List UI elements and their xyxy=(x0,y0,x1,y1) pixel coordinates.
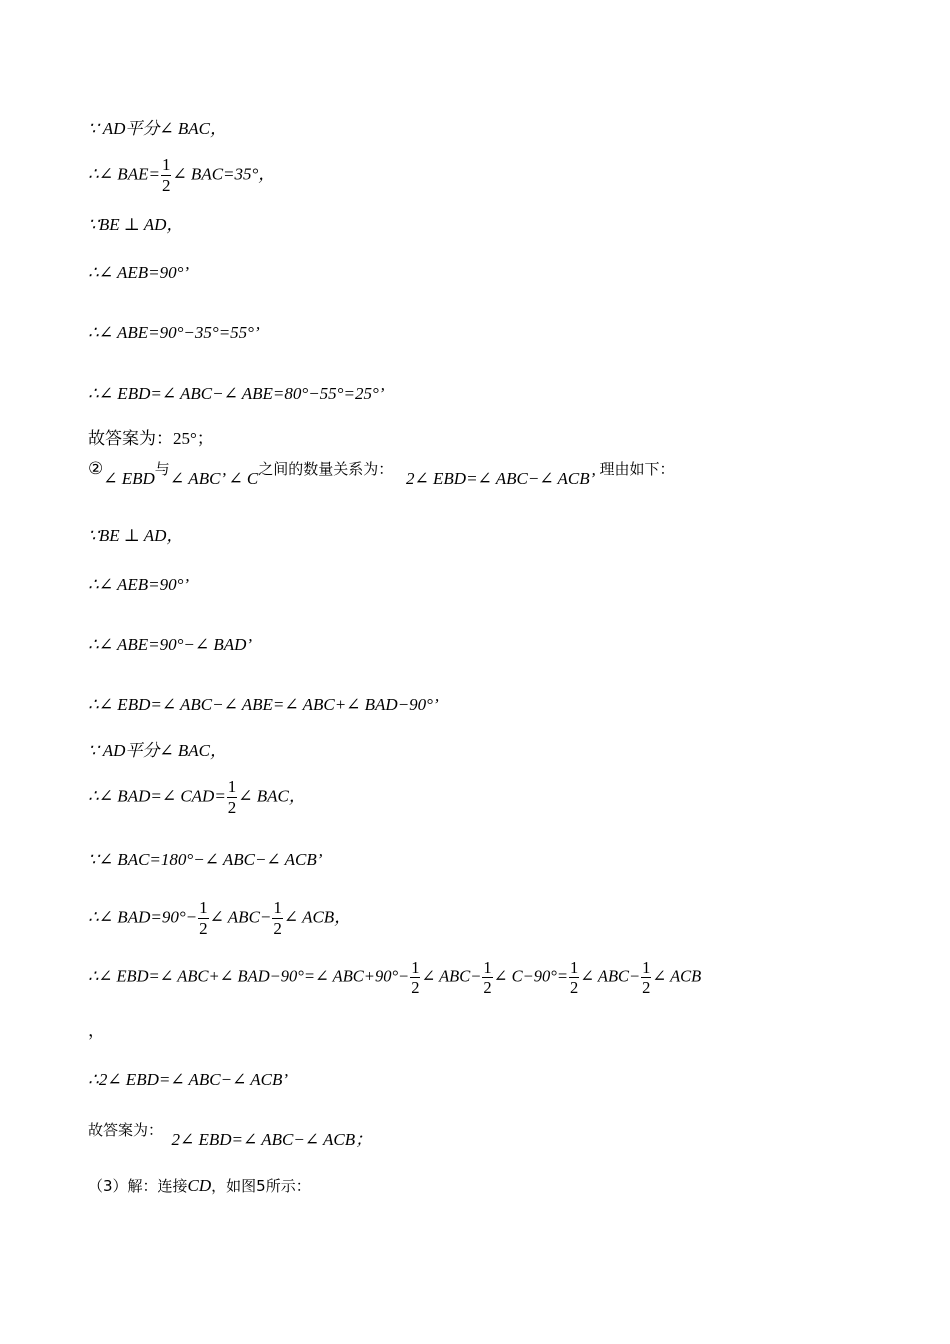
line-19: ∴2∠ EBD=∠ ABC−∠ ACB’ xyxy=(88,1070,289,1089)
line-12: ∴∠ EBD=∠ ABC−∠ ABE=∠ ABC+∠ BAD−90°’ xyxy=(88,695,439,714)
line-5: ∴∠ ABE=90°−35°=55°’ xyxy=(88,323,260,342)
line-17 xyxy=(88,959,701,997)
line-2-pre: ∴∠ BAE= xyxy=(88,164,160,184)
line-16-c: ∠ ACB， xyxy=(283,907,352,927)
fraction-denominator: 2 xyxy=(227,797,237,817)
line-14-pre: ∴∠ BAD=∠ CAD= xyxy=(88,786,226,806)
line-4: ∴∠ AEB=90°’ xyxy=(88,263,190,282)
fraction-numerator: 1 xyxy=(161,155,171,174)
line-18: ， xyxy=(88,1021,105,1040)
line-16-b: ∠ ABC− xyxy=(209,907,272,927)
fraction-numerator: 1 xyxy=(199,898,208,917)
fraction xyxy=(641,959,651,997)
fraction xyxy=(227,778,238,817)
fraction-denominator: 2 xyxy=(161,175,171,195)
line-21-cd: CD xyxy=(187,1176,212,1195)
fraction-numerator: 1 xyxy=(227,777,237,796)
line-13: ∵ AD平分∠ BAC， xyxy=(88,741,228,760)
line-15: ∵∠ BAC=180°−∠ ABC−∠ ACB’ xyxy=(88,850,323,869)
line-17-b: ∠ ABC− xyxy=(421,966,482,986)
line-20-label: 故答案为： xyxy=(88,1121,164,1139)
fraction-denominator: 2 xyxy=(483,978,492,998)
fraction xyxy=(161,156,172,195)
line-8-relation-text: 之间的数量关系为： xyxy=(258,460,394,478)
line-16-a: ∴∠ BAD=90°− xyxy=(88,907,198,927)
line-21 xyxy=(88,1177,311,1194)
line-14-post: ∠ BAC， xyxy=(238,786,306,806)
line-6: ∴∠ EBD=∠ ABC−∠ ABE=80°−55°=25°’ xyxy=(88,384,385,403)
fraction xyxy=(410,959,420,997)
circled-two: ② xyxy=(88,459,104,478)
fraction xyxy=(272,899,283,938)
line-8-angle-ebd: ∠ EBD xyxy=(103,469,155,488)
fraction-numerator: 1 xyxy=(569,958,579,977)
fraction-denominator: 2 xyxy=(199,918,208,938)
line-8-reason: 理由如下： xyxy=(599,460,675,478)
fraction-denominator: 2 xyxy=(569,978,579,998)
line-1: ∵ AD平分∠ BAC， xyxy=(88,119,228,138)
line-9: ∵BE ⊥ AD， xyxy=(88,526,184,545)
line-3: ∵BE ⊥ AD， xyxy=(88,215,184,234)
line-17-e: ∠ ACB xyxy=(652,966,702,986)
line-2 xyxy=(88,156,275,195)
fraction-numerator: 1 xyxy=(411,958,420,977)
line-11: ∴∠ ABE=90°−∠ BAD’ xyxy=(88,635,253,654)
fraction xyxy=(482,959,492,997)
line-20 xyxy=(88,1121,373,1149)
line-21-a: （3）解：连接 xyxy=(88,1177,188,1195)
line-20-formula: 2∠ EBD=∠ ABC−∠ ACB； xyxy=(171,1130,373,1149)
line-2-post: ∠ BAC=35°， xyxy=(172,164,276,184)
fraction xyxy=(198,899,209,938)
fraction-numerator: 1 xyxy=(642,958,651,977)
line-8 xyxy=(88,459,675,488)
line-8-formula: 2∠ EBD=∠ ABC−∠ ACB’ xyxy=(406,469,596,488)
fraction-denominator: 2 xyxy=(411,978,420,998)
fraction-numerator: 1 xyxy=(483,958,492,977)
line-8-with: 与 xyxy=(154,460,170,478)
line-17-d: ∠ ABC− xyxy=(580,966,641,986)
fraction-denominator: 2 xyxy=(642,978,651,998)
line-14 xyxy=(88,778,306,817)
fraction xyxy=(569,959,579,997)
line-16 xyxy=(88,899,351,938)
line-17-c: ∠ C−90°= xyxy=(493,966,568,986)
fraction-numerator: 1 xyxy=(273,898,282,917)
fraction-denominator: 2 xyxy=(273,918,282,938)
line-8-angles: ∠ ABC’ ∠ C xyxy=(169,469,259,488)
line-17-a: ∴∠ EBD=∠ ABC+∠ BAD−90°=∠ ABC+90°− xyxy=(88,966,410,986)
line-10: ∴∠ AEB=90°’ xyxy=(88,575,190,594)
line-21-c: ，如图5所示： xyxy=(211,1177,311,1195)
line-7: 故答案为：25°； xyxy=(88,429,214,448)
